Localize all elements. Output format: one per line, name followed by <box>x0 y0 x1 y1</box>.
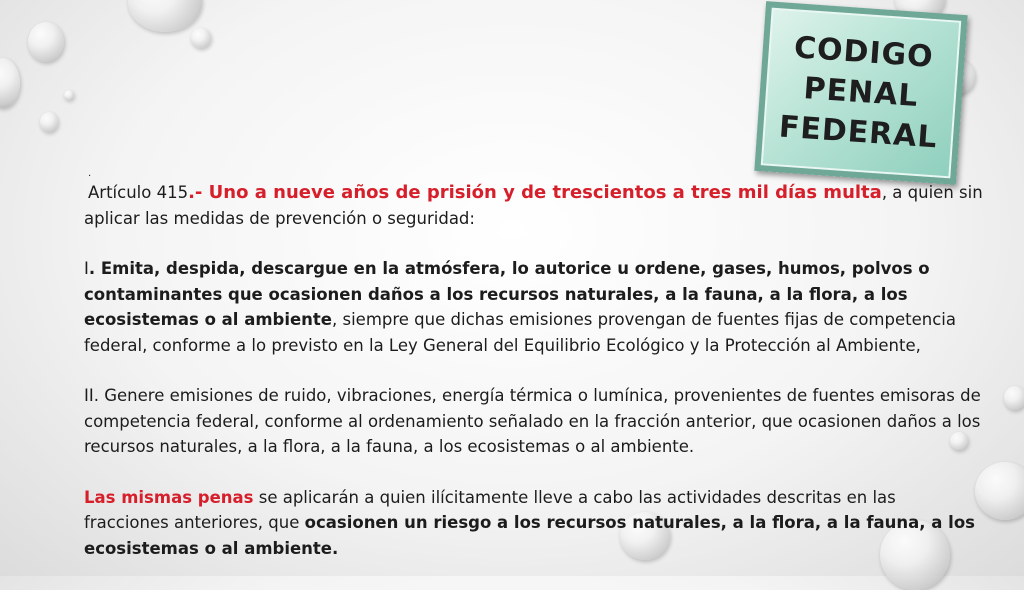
closing-bold-text: ocasionen un riesgo a los recursos naturales, a la flora, a la fauna, a los ecosistemas o al ambiente. <box>84 513 975 558</box>
water-drop-decoration <box>28 22 64 62</box>
water-drop-decoration <box>64 90 74 100</box>
fraction-two: II. Genere emisiones de ruido, vibraciones, energía térmica o lumínica, provenientes de fuentes emisoras de competencia federal, conforme al ordenamiento señalado en la fracción anterior, que ocasionen daños a los recursos naturales, a la flora, a la fauna, a los ecosistemas o al ambiente. <box>84 386 981 456</box>
fraction-one-bold-text: . Emita, despida, descargue en la atmósfera, lo autorice u ordene, gases, humos, polvos o contaminantes que ocasionen daños a los recursos naturales, a la fauna, a la flora, a los ecosistemas o al ambiente <box>84 259 930 329</box>
closing-paragraph <box>84 485 984 562</box>
fraction-one-numeral: I <box>84 259 89 278</box>
title-line-3: FEDERAL <box>777 109 939 156</box>
article-penalty: .- Uno a nueve años de prisión y de trescientos a tres mil días multa <box>188 182 882 203</box>
closing-text: se aplicarán a quien ilícitamente lleve a cabo las actividades descritas en las fracciones anteriores, que <box>84 487 896 532</box>
title-line-2: PENAL <box>802 71 920 114</box>
fraction-one <box>84 256 984 358</box>
water-drop-decoration <box>191 28 211 48</box>
title-line-1: CODIGO <box>792 30 935 75</box>
water-drop-decoration <box>128 0 202 32</box>
article-condition: , a quien sin aplicar las medidas de prevención o seguridad: <box>84 183 983 228</box>
water-drop-decoration <box>1004 386 1024 410</box>
water-drop-decoration <box>40 112 58 132</box>
closing-highlight: Las mismas penas <box>84 487 254 507</box>
article-paragraph <box>84 180 984 231</box>
bullet-marker: . <box>88 168 92 179</box>
article-content <box>84 168 984 561</box>
fraction-one-text: , siempre que dichas emisiones provengan de fuentes fijas de competencia federal, conforme a lo previsto en la Ley General del Equilibrio Ecológico y la Protección al Ambiente, <box>84 310 956 355</box>
water-drop-decoration <box>0 58 20 108</box>
title-plate <box>754 1 967 185</box>
article-number: Artículo 415 <box>88 183 189 202</box>
